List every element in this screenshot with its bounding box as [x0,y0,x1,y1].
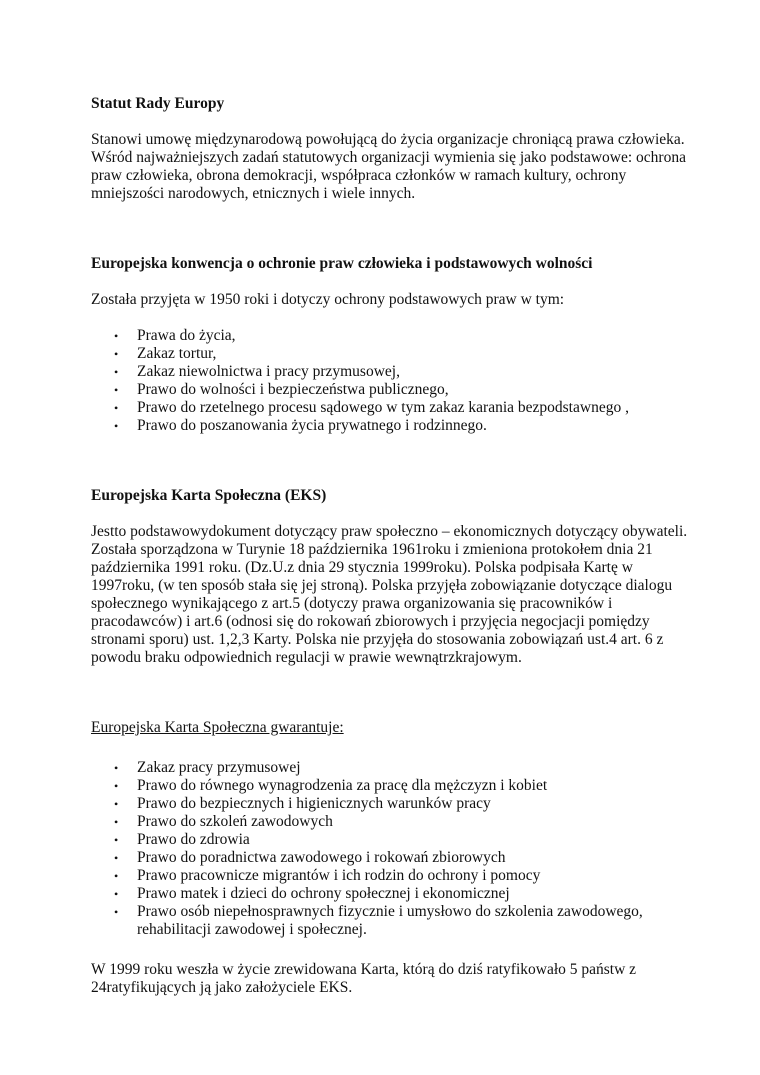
bullet-list-konwencja [91,327,691,435]
bullet-icon: • [114,347,119,361]
list-item: • Zakaz tortur, [114,345,217,362]
list-item: • Prawa do życia, [114,327,236,344]
list-item: • Prawo do szkoleń zawodowych [114,813,333,830]
list-item: • Prawo do poradnictwa zawodowego i rokowań zbiorowych [114,849,506,866]
section-paragraph-eks: Jestto podstawowydokument dotyczący praw społeczno – ekonomicznych dotyczący obywateli. Została sporządzona w Turynie 18 października 1961roku i zmieniona protokołem dnia 21 października 1991 roku. (Dz.U.z dnia 29 stycznia 1999roku). Polska podpisała Kartę w 1997roku, (w ten sposób stała się jej stroną). Polska przyjęła zobowiązanie dotyczące dialogu społecznego wynikającego z art.5 (dotyczy prawa organizowania się pracowników i pracodawców) i art.6 (odnosi się do rokowań zbiorowych i przyjęcia negocjacji pomiędzy stronami sporu) ust. 1,2,3 Karty. Polska nie przyjęła do stosowania zobowiązań ust.4 art. 6 z powodu braku odpowiednich regulacji w prawie wewnątrzkrajowym. [91,523,688,666]
bullet-icon: • [114,761,119,775]
bullet-icon: • [114,779,119,793]
bullet-icon: • [114,905,119,919]
list-item: • Prawo do zdrowia [114,831,250,848]
section-heading-eks: Europejska Karta Społeczna (EKS) [91,487,327,504]
list-item: • Prawo do poszanowania życia prywatnego i rodzinnego. [114,417,487,434]
section-intro-konwencja: Została przyjęta w 1950 roki i dotyczy ochrony podstawowych praw w tym: [91,291,565,308]
bullet-icon: • [114,383,119,397]
list-item: • Prawo do bezpiecznych i higienicznych warunków pracy [114,795,491,812]
list-item: • Zakaz pracy przymusowej [114,759,301,776]
section-closing-paragraph: W 1999 roku weszła w życie zrewidowana Karta, którą do dziś ratyfikowało 5 państw z 24ratyfikujących ją jako założyciele EKS. [91,961,637,996]
section-paragraph-statut: Stanowi umowę międzynarodową powołującą do życia organizacje chroniącą prawa człowieka. Wśród najważniejszych zadań statutowych organizacji wymienia się jako podstawowe: ochrona praw człowieka, obrona demokracji, współpraca członków w ramach kultury, ochrony mniejszości narodowych, etnicznych i wiele innych. [91,131,686,202]
bullet-icon: • [114,851,119,865]
bullet-icon: • [114,329,119,343]
document-body [91,95,691,997]
list-item: • Prawo do wolności i bezpieczeństwa publicznego, [114,381,449,398]
list-item: • Prawo do rzetelnego procesu sądowego w tym zakaz karania bezpodstawnego , [114,399,629,416]
list-item: • Prawo matek i dzieci do ochrony społecznej i ekonomicznej [114,885,510,902]
bullet-icon: • [114,365,119,379]
section-heading-statut: Statut Rady Europy [91,95,225,112]
bullet-icon: • [114,815,119,829]
bullet-icon: • [114,797,119,811]
bullet-icon: • [114,401,119,415]
section-heading-gwarantuje: Europejska Karta Społeczna gwarantuje: [91,719,344,736]
list-item: • Prawo osób niepełnosprawnych fizycznie i umysłowo do szkolenia zawodowego, rehabilitacji zawodowej i społecznej. [114,903,643,938]
bullet-icon: • [114,887,119,901]
list-item: • Prawo do równego wynagrodzenia za pracę dla mężczyzn i kobiet [114,777,548,794]
list-item: • Zakaz niewolnictwa i pracy przymusowej, [114,363,400,380]
bullet-list-gwarantuje [91,759,691,939]
list-item: • Prawo pracownicze migrantów i ich rodzin do ochrony i pomocy [114,867,541,884]
bullet-icon: • [114,869,119,883]
bullet-icon: • [114,833,119,847]
section-heading-konwencja: Europejska konwencja o ochronie praw człowieka i podstawowych wolności [91,255,593,272]
bullet-icon: • [114,419,119,433]
